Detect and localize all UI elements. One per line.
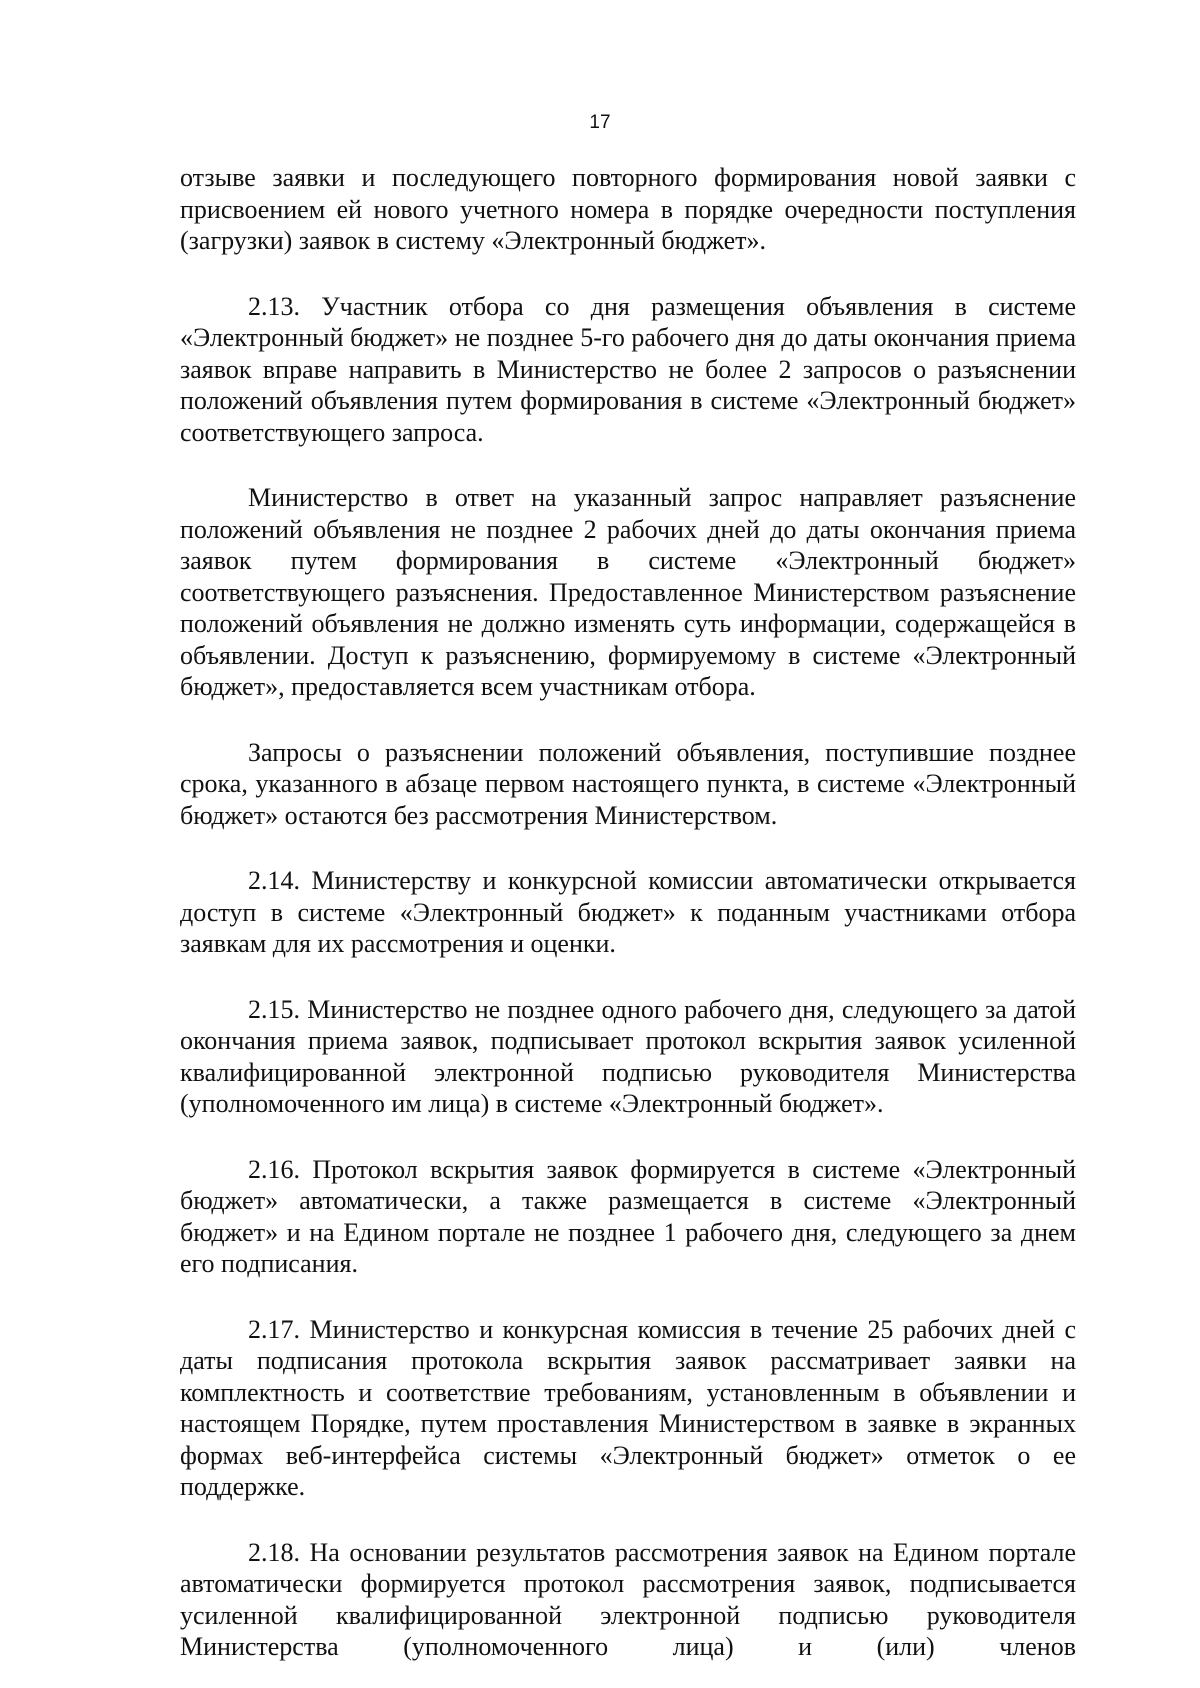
paragraph-2-18: 2.18. На основании результатов рассмотрения заявок на Едином портале автоматически формируется протокол рассмотрения заявок, подписывается усиленной квалифицированной электронной подписью руководителя Министерства (уполномоченного лица) и (или) членов [180,1537,1076,1661]
paragraph-continuation: отзыве заявки и последующего повторного формирования новой заявки с присвоением ей нового учетного номера в порядке очередности поступления (загрузки) заявок в систему «Электронный бюджет». [180,163,1076,255]
paragraph-ministry-response: Министерство в ответ на указанный запрос направляет разъяснение положений объявления не позднее 2 рабочих дней до даты окончания приема заявок путем формирования в системе «Электронный бюджет» соответствующего разъяснения. Предоставленное Министерством разъяснение положений объявления не должно изменять суть информации, содержащейся в объявлении. Доступ к разъяснению, формируемому в системе «Электронный бюджет», предоставляется всем участникам отбора. [180,483,1076,701]
paragraph-2-15: 2.15. Министерство не позднее одного рабочего дня, следующего за датой окончания приема заявок, подписывает протокол вскрытия заявок усиленной квалифицированной электронной подписью руководителя Министерства (уполномоченного им лица) в системе «Электронный бюджет». [180,994,1076,1118]
page-number: 17 [589,112,611,133]
document-body [180,162,1076,1663]
paragraph-2-16: 2.16. Протокол вскрытия заявок формируется в системе «Электронный бюджет» автоматически, а также размещается в системе «Электронный бюджет» и на Едином портале не позднее 1 рабочего дня, следующего за днем его подписания. [180,1154,1076,1278]
paragraph-late-requests: Запросы о разъяснении положений объявления, поступившие позднее срока, указанного в абзаце первом настоящего пункта, в системе «Электронный бюджет» остаются без рассмотрения Министерством. [180,737,1076,830]
paragraph-2-13: 2.13. Участник отбора со дня размещения объявления в системе «Электронный бюджет» не позднее 5-го рабочего дня до даты окончания приема заявок вправе направить в Министерство не более 2 запросов о разъяснении положений объявления путем формирования в системе «Электронный бюджет» соответствующего запроса. [180,291,1076,447]
paragraph-2-17: 2.17. Министерство и конкурсная комиссия в течение 25 рабочих дней с даты подписания протокола вскрытия заявок рассматривает заявки на комплектность и соответствие требованиям, установленным в объявлении и настоящем Порядке, путем проставления Министерством в заявке в экранных формах веб-интерфейса системы «Электронный бюджет» отметок о ее поддержке. [180,1314,1076,1501]
paragraph-2-14: 2.14. Министерству и конкурсной комиссии автоматически открывается доступ в системе «Электронный бюджет» к поданным участниками отбора заявкам для их рассмотрения и оценки. [180,866,1076,958]
